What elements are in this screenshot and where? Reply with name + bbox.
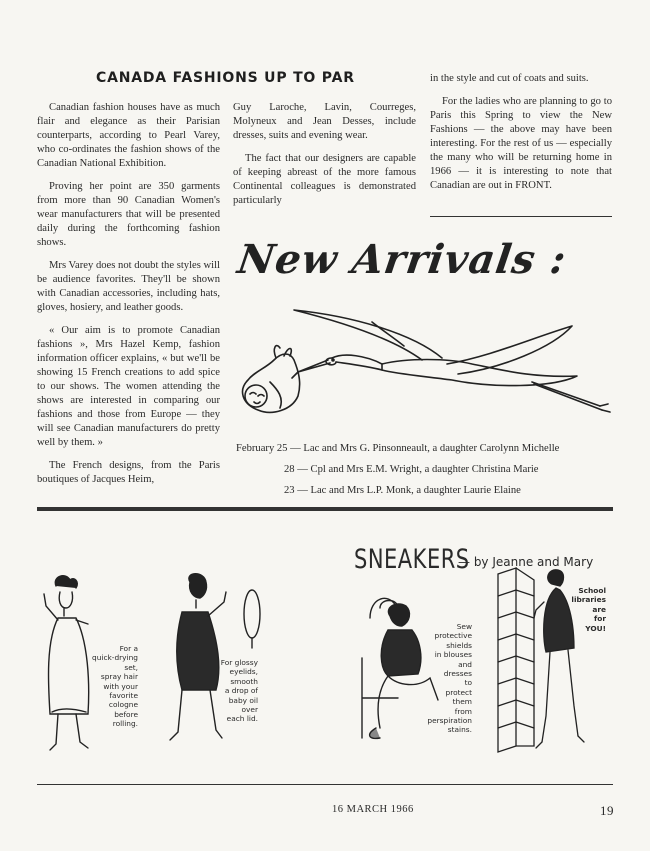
sneakers-title: SNEAKERS	[354, 544, 470, 574]
birth-text: Lac and Mrs L.P. Monk, a daughter Laurie Elaine	[310, 485, 521, 496]
article-column-2	[233, 101, 416, 217]
paragraph: For the ladies who are planning to go to Paris this Spring to view the New Fashions — the above may have been interesting. For the rest of us — especially the many who will be returning home in 1966 — it is interesting to note that Canadian are out in FRONT.	[430, 96, 612, 191]
birth-date: 23 —	[284, 485, 308, 496]
section-divider	[37, 507, 613, 511]
birth-entry	[284, 463, 539, 476]
tip-caption: School libraries are for YOU!	[571, 586, 606, 633]
tip-caption: For a quick-drying set, spray hair with your favorite cologne before rolling.	[92, 644, 138, 729]
tip-caption: For glossy eyelids, smooth a drop of baby oil over each lid.	[220, 658, 258, 724]
tip-caption: Sew protective shields in blouses and dresses to protect them from perspiration stains.	[427, 622, 472, 735]
paragraph: « Our aim is to promote Canadian fashions », Mrs Hazel Kemp, fashion information officer explains, « but we'll be showing 15 French creations to add spice to our shows. The women attending the shows are interested in comparing our fashions and those from Europe — they will see Canadian manufacturers do pretty well by them. »	[37, 325, 220, 448]
paragraph: in the style and cut of coats and suits.	[430, 73, 589, 84]
new-arrivals-heading: New Arrivals :	[234, 236, 570, 283]
paragraph: Canadian fashion houses have as much flair and elegance as their Parisian counterparts, according to Pearl Varey, who co-ordinates the fashion shows of the Canadian National Exhibition.	[37, 102, 220, 169]
birth-text: Cpl and Mrs E.M. Wright, a daughter Christina Marie	[310, 464, 539, 475]
issue-date: 16 MARCH 1966	[332, 804, 414, 815]
article-column-1	[37, 101, 220, 496]
article-column-3	[430, 72, 612, 202]
page-number: 19	[600, 803, 614, 818]
birth-date: 28 —	[284, 464, 308, 475]
stork-illustration	[232, 298, 622, 426]
birth-text: Lac and Mrs G. Pinsonneault, a daughter Carolynn Michelle	[303, 443, 560, 454]
paragraph: The French designs, from the Paris boutiques of Jacques Heim,	[37, 460, 220, 485]
footer-divider	[37, 784, 613, 785]
article-title: CANADA FASHIONS UP TO PAR	[96, 70, 355, 86]
paragraph: Proving her point are 350 garments from more than 90 Canadian Women's wear manufacturers that will be presented daily during the forthcoming fashion shows.	[37, 181, 220, 248]
divider	[430, 216, 612, 217]
birth-entry	[236, 442, 559, 455]
paragraph: Guy Laroche, Lavin, Courreges, Molyneux and Jean Desses, include dresses, suits and evening wear.	[233, 102, 416, 141]
birth-date: February 25 —	[236, 443, 301, 454]
paragraph: The fact that our designers are capable of keeping abreast of the more famous Continental colleagues is demonstrated particularly	[233, 153, 416, 206]
sneakers-byline: — by Jeanne and Mary	[458, 555, 594, 569]
birth-entry	[284, 484, 521, 497]
paragraph: Mrs Varey does not doubt the styles will be audience favorites. They'll be shown with Canadian accessories, including hats, gloves, hosiery, and leather goods.	[37, 260, 220, 313]
